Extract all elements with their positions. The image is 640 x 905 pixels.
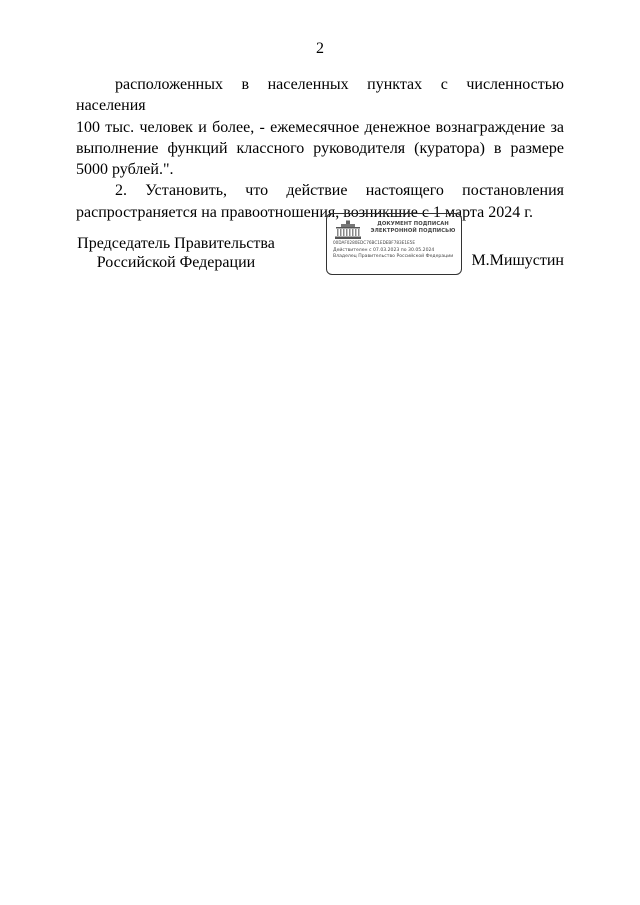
stamp-details — [333, 248, 459, 260]
signatory-title — [76, 234, 276, 272]
paragraph-2-continuation: распространяется на правоотношения, возникшие с 1 марта 2024 г. — [76, 203, 533, 221]
signatory-title-line-1: Председатель Правительства — [77, 235, 275, 252]
paragraph-2-line-1: 2. Установить, что действие настоящего постановления — [115, 182, 564, 200]
signer-name: М.Мишустин — [471, 252, 564, 269]
paragraph-1-continuation: 100 тыс. человек и более, - ежемесячное денежное вознаграждение за выполнение функций классного руководителя (куратора) в размере 5000 рублей.". — [76, 118, 564, 179]
stamp-title — [367, 221, 459, 235]
certificate-number: 00DAF0280EDC76BC1EDEBF783E1E5E — [333, 240, 415, 245]
validity-period: Действителен с 07.03.2023 по 30.05.2024 — [333, 248, 435, 253]
certificate-owner: Владелец Правительство Российской Федерации — [333, 254, 454, 260]
document-body — [76, 74, 564, 223]
government-building-icon — [335, 220, 361, 240]
paragraph-1-line-1: расположенных в населенных пунктах с численностью населения — [76, 76, 564, 115]
page-number: 2 — [316, 40, 324, 57]
stamp-title-line-1: ДОКУМЕНТ ПОДПИСАН — [377, 221, 449, 227]
signatory-title-line-2: Российской Федерации — [96, 254, 256, 271]
stamp-title-line-2: ЭЛЕКТРОННОЙ ПОДПИСЬЮ — [370, 228, 456, 234]
electronic-signature-stamp — [326, 213, 462, 275]
